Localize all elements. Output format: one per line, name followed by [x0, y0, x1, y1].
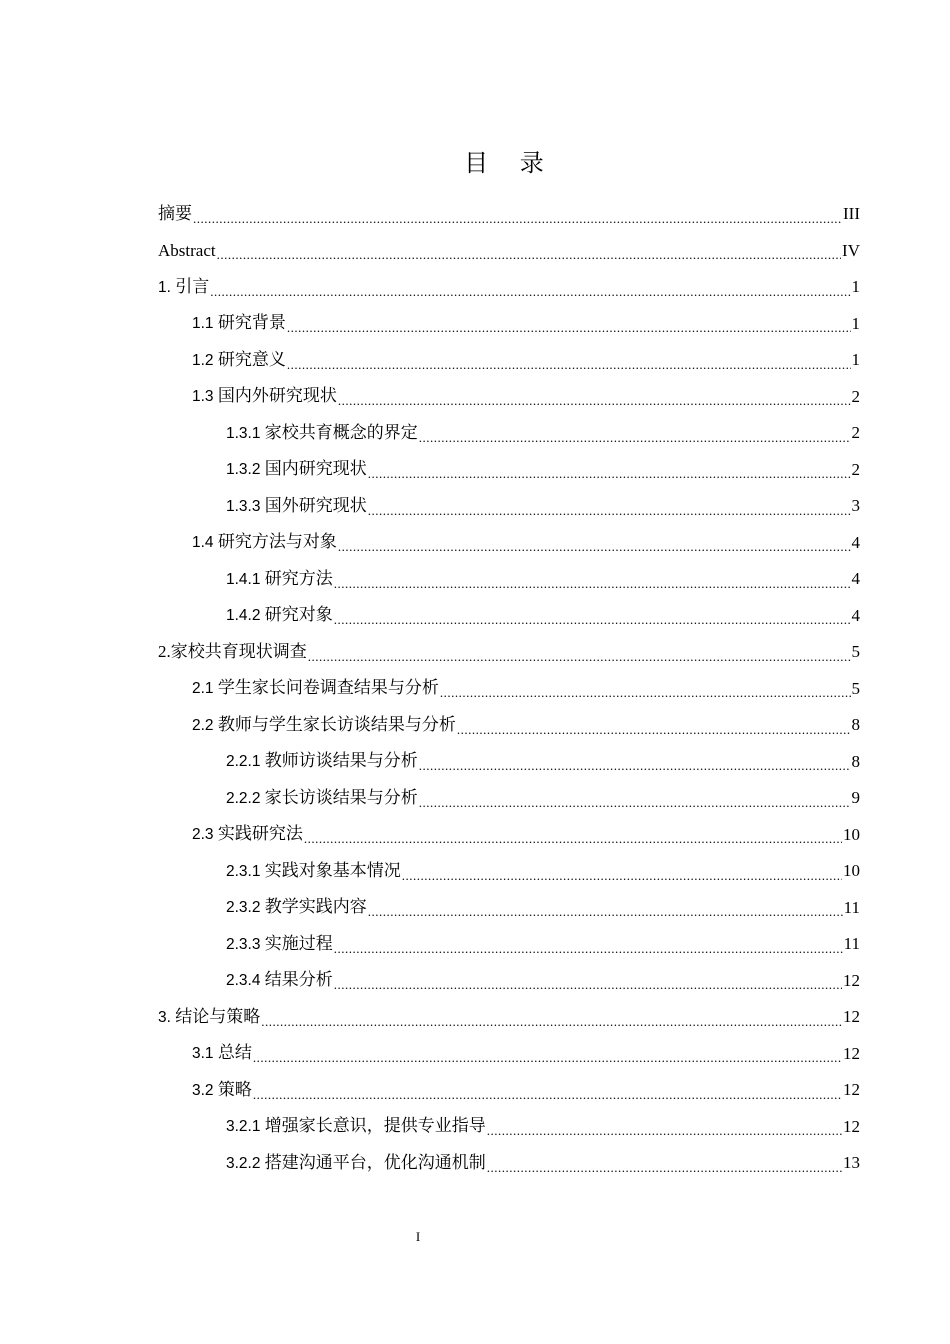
dot-leader [457, 724, 851, 744]
dot-leader [253, 1052, 842, 1072]
toc-entry-page: 10 [843, 824, 860, 844]
toc-entry-title: 增强家长意识，提供专业指导 [264, 1116, 486, 1136]
toc-entry[interactable] [158, 1036, 860, 1073]
toc-entry[interactable] [158, 890, 860, 927]
dot-leader [261, 1016, 842, 1036]
toc-entry-label [226, 897, 367, 918]
toc-entry[interactable] [158, 707, 860, 744]
toc-entry-number: 3.2.2 [226, 1154, 265, 1172]
dot-leader [338, 541, 851, 561]
toc-entry-page: 12 [843, 1007, 860, 1027]
toc-entry[interactable] [158, 525, 860, 562]
toc-entry-number: 3.1 [192, 1045, 218, 1063]
toc-entry-page: 1 [851, 350, 860, 370]
toc-entry[interactable] [158, 306, 860, 343]
toc-entry-number: 2.3 [192, 826, 218, 844]
toc-entry-number: 2.1 [192, 680, 218, 698]
dot-leader [440, 687, 851, 707]
toc-entry-number: 1.3.3 [226, 497, 265, 515]
toc-entry-label [192, 313, 286, 334]
toc-entry-title: 研究对象 [264, 605, 333, 625]
toc-entry-title: 教学实践内容 [264, 897, 367, 917]
toc-entry-page: 4 [851, 532, 860, 552]
toc-entry-page: 8 [851, 715, 860, 735]
dot-leader [487, 1125, 842, 1145]
toc-entry-number: 1. [158, 278, 176, 296]
toc-entry-page: 5 [851, 642, 860, 662]
toc-entry-label [226, 788, 418, 809]
toc-entry-label [226, 423, 418, 444]
toc-entry-page: 12 [843, 1116, 860, 1136]
toc-entry-title: 教师与学生家长访谈结果与分析 [217, 714, 456, 734]
toc-entry[interactable] [158, 926, 860, 963]
toc-entry[interactable] [158, 634, 860, 671]
toc-entry-page: 1 [851, 277, 860, 297]
toc-entry[interactable] [158, 269, 860, 306]
toc-entry-title: Abstract [158, 240, 216, 260]
toc-entry-label [158, 204, 192, 224]
toc-entry-label [192, 350, 286, 371]
toc-entry-page: 4 [851, 605, 860, 625]
toc-entry-page: 12 [843, 1043, 860, 1063]
toc-entry-title: 研究方法与对象 [217, 532, 337, 552]
toc-entry-label [158, 241, 216, 261]
toc-entry[interactable] [158, 963, 860, 1000]
toc-entry-page: 1 [851, 313, 860, 333]
dot-leader [308, 651, 851, 671]
toc-entry-page: 13 [843, 1153, 860, 1173]
toc-entry-label [192, 715, 456, 736]
toc-entry-page: 5 [851, 678, 860, 698]
toc-entry[interactable] [158, 415, 860, 452]
dot-leader [419, 797, 851, 817]
toc-entry-title: 实践对象基本情况 [264, 860, 401, 880]
toc-entry-label [192, 386, 337, 407]
toc-entry[interactable] [158, 853, 860, 890]
toc-entry-title: 学生家长问卷调查结果与分析 [217, 678, 439, 698]
table-of-contents [158, 196, 860, 1182]
dot-leader [253, 1089, 842, 1109]
dot-leader [217, 249, 841, 269]
dot-leader [334, 578, 851, 598]
toc-entry-title: 总结 [217, 1043, 252, 1063]
toc-entry-number: 2.3.3 [226, 935, 265, 953]
toc-entry-page: 11 [843, 897, 860, 917]
dot-leader [368, 505, 851, 525]
toc-entry-number: 1.4 [192, 534, 218, 552]
toc-entry-label [226, 459, 367, 480]
toc-entry-title: 家校共育概念的界定 [264, 422, 418, 442]
toc-entry-label [192, 532, 337, 553]
toc-entry[interactable] [158, 488, 860, 525]
toc-entry-number: 2.3.2 [226, 899, 265, 917]
toc-entry-label [226, 934, 333, 955]
toc-entry-label [226, 605, 333, 626]
toc-entry-page: IV [842, 240, 860, 260]
toc-entry[interactable] [158, 1072, 860, 1109]
toc-entry-number: 2. [158, 642, 171, 662]
dot-leader [402, 870, 842, 890]
toc-entry-title: 搭建沟通平台，优化沟通机制 [264, 1152, 486, 1172]
dot-leader [334, 943, 843, 963]
toc-entry[interactable] [158, 196, 860, 233]
toc-entry[interactable] [158, 598, 860, 635]
toc-entry-title: 摘要 [158, 204, 192, 224]
toc-entry-number: 1.4.1 [226, 570, 265, 588]
toc-entry-label [192, 678, 439, 699]
dot-leader [210, 286, 850, 306]
toc-entry-number: 3.2.1 [226, 1118, 265, 1136]
toc-entry-title: 策略 [217, 1079, 252, 1099]
toc-entry-title: 家长访谈结果与分析 [264, 787, 418, 807]
toc-entry-page: 2 [851, 386, 860, 406]
toc-entry-label [192, 1043, 252, 1064]
toc-entry-title: 研究背景 [217, 313, 286, 333]
toc-entry-number: 1.3.1 [226, 424, 265, 442]
toc-entry-page: 9 [851, 788, 860, 808]
toc-entry-title: 国外研究现状 [264, 495, 367, 515]
dot-leader [368, 468, 851, 488]
toc-entry-number: 2.3.1 [226, 862, 265, 880]
toc-entry[interactable] [158, 780, 860, 817]
toc-entry[interactable] [158, 379, 860, 416]
toc-entry-label [192, 1080, 252, 1101]
toc-entry-label [226, 1116, 486, 1137]
dot-leader [487, 1162, 842, 1182]
toc-entry-page: 12 [843, 970, 860, 990]
toc-entry-label [226, 970, 333, 991]
page-number: I [415, 1229, 421, 1244]
dot-leader [304, 833, 842, 853]
toc-entry-page: 4 [851, 569, 860, 589]
toc-entry-title: 教师访谈结果与分析 [264, 751, 418, 771]
toc-entry-number: 2.2 [192, 716, 218, 734]
toc-entry-number: 1.2 [192, 351, 218, 369]
toc-entry-title: 国内研究现状 [264, 459, 367, 479]
page-title: 目 录 [464, 149, 556, 177]
toc-entry-title: 实施过程 [264, 933, 333, 953]
toc-entry-label [226, 751, 418, 772]
toc-entry-number: 2.3.4 [226, 972, 265, 990]
toc-entry-number: 1.4.2 [226, 607, 265, 625]
toc-entry-title: 结论与策略 [175, 1006, 261, 1026]
toc-entry-number: 3. [158, 1008, 176, 1026]
toc-entry-title: 研究方法 [264, 568, 333, 588]
toc-entry-page: 2 [851, 423, 860, 443]
toc-entry-title: 国内外研究现状 [217, 386, 337, 406]
toc-entry[interactable] [158, 744, 860, 781]
toc-entry-title: 研究意义 [217, 349, 286, 369]
dot-leader [338, 395, 851, 415]
toc-entry[interactable] [158, 561, 860, 598]
toc-entry-label [192, 824, 303, 845]
toc-entry[interactable] [158, 233, 860, 270]
toc-entry-title: 实践研究法 [217, 824, 303, 844]
dot-leader [287, 322, 851, 342]
toc-entry-page: 8 [851, 751, 860, 771]
toc-entry-label [226, 861, 401, 882]
toc-entry-page: 2 [851, 459, 860, 479]
toc-entry[interactable] [158, 1145, 860, 1182]
toc-entry-label [158, 277, 209, 298]
toc-entry-label [226, 569, 333, 590]
dot-leader [368, 906, 843, 926]
toc-entry-page: 10 [843, 861, 860, 881]
toc-entry-title: 引言 [175, 276, 210, 296]
dot-leader [334, 979, 842, 999]
toc-entry-page: III [843, 204, 860, 224]
toc-entry-number: 1.3.2 [226, 461, 265, 479]
toc-entry-label [158, 1007, 260, 1028]
toc-entry-label [226, 1153, 486, 1174]
dot-leader [287, 359, 851, 379]
toc-entry[interactable] [158, 452, 860, 489]
toc-entry-page: 3 [851, 496, 860, 516]
toc-entry-number: 3.2 [192, 1081, 218, 1099]
toc-entry-page: 12 [843, 1080, 860, 1100]
toc-entry[interactable] [158, 999, 860, 1036]
dot-leader [334, 614, 851, 634]
dot-leader [419, 432, 851, 452]
toc-entry-label [158, 642, 307, 662]
toc-entry-page: 11 [843, 934, 860, 954]
toc-entry-title: 家校共育现状调查 [170, 642, 307, 662]
toc-entry-number: 2.2.2 [226, 789, 265, 807]
toc-entry-number: 1.3 [192, 388, 218, 406]
toc-entry-number: 1.1 [192, 315, 218, 333]
toc-entry[interactable] [158, 1109, 860, 1146]
toc-entry-number: 2.2.1 [226, 753, 265, 771]
toc-entry[interactable] [158, 342, 860, 379]
toc-entry-title: 结果分析 [264, 970, 333, 990]
toc-entry[interactable] [158, 817, 860, 854]
toc-entry[interactable] [158, 671, 860, 708]
dot-leader [419, 760, 851, 780]
dot-leader [193, 213, 842, 233]
toc-entry-label [226, 496, 367, 517]
